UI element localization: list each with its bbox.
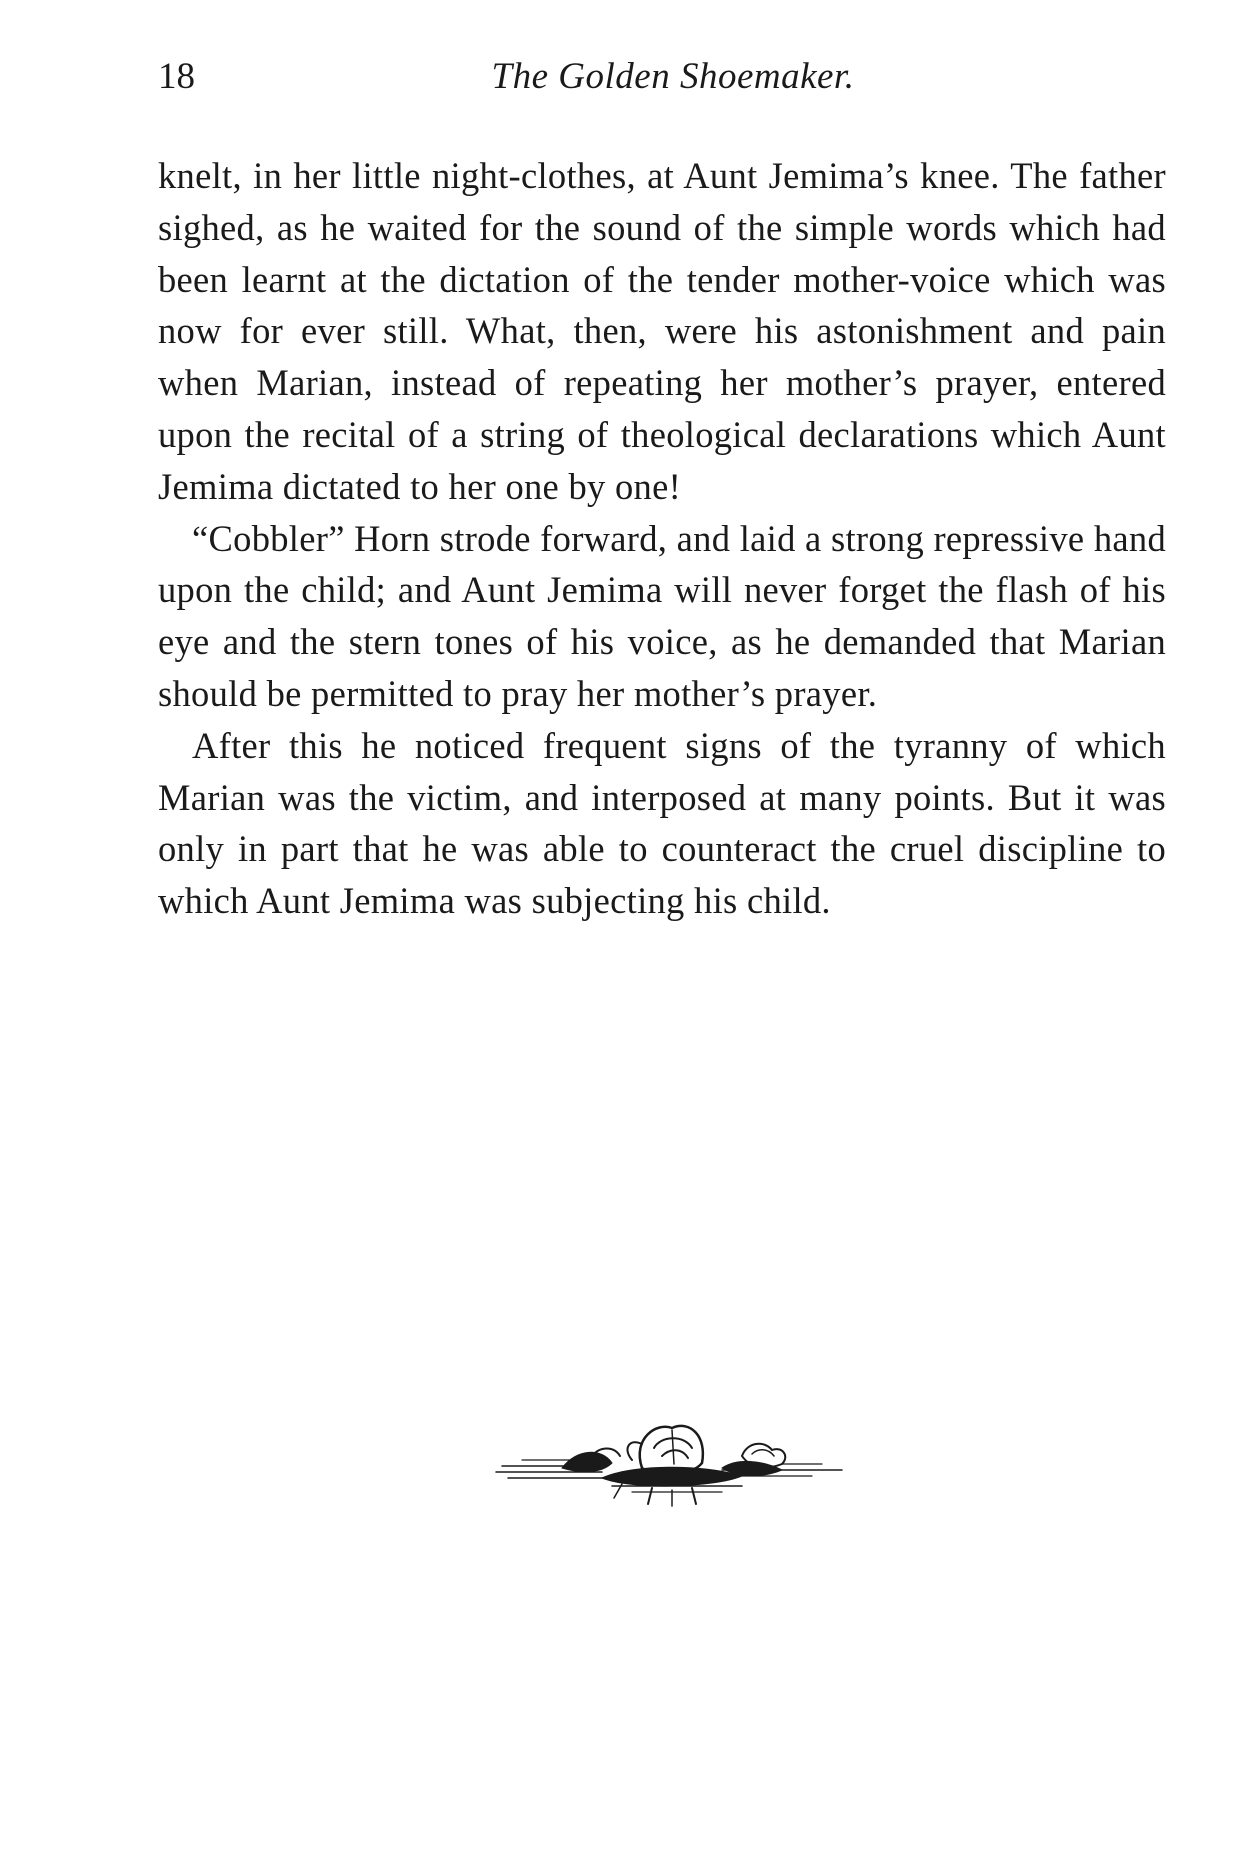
running-title: The Golden Shoemaker. [491, 56, 855, 97]
paragraph-after-this: After this he noticed frequent signs of the tyranny of which Marian was the victim, and interposed at many points. But it was only in part that he was able to counteract the cruel discipline to which Aunt Jemima was subjecting his child. [158, 724, 1166, 922]
body-text [158, 150, 1166, 927]
floral-tailpiece-icon [492, 1408, 852, 1508]
page-number: 18 [158, 56, 195, 97]
paragraph-continuation: knelt, in her little night-clothes, at Aunt Jemima’s knee. The father sighed, as he waited for the sound of the simple words which had been learnt at the dictation of the tender mother-voice which was now for ever still. What, then, were his astonishment and pain when Marian, instead of repeating her mother’s prayer, entered upon the recital of a string of theological declarations which Aunt Jemima dictated to her one by one! [158, 155, 1166, 507]
running-head [158, 52, 1168, 102]
paragraph-cobbler-horn: “Cobbler” Horn strode forward, and laid a strong repressive hand upon the child; and Aunt Jemima will never forget the flash of his eye and the stern tones of his voice, as he demanded that Marian should be permitted to pray her mother’s prayer. [158, 517, 1166, 714]
